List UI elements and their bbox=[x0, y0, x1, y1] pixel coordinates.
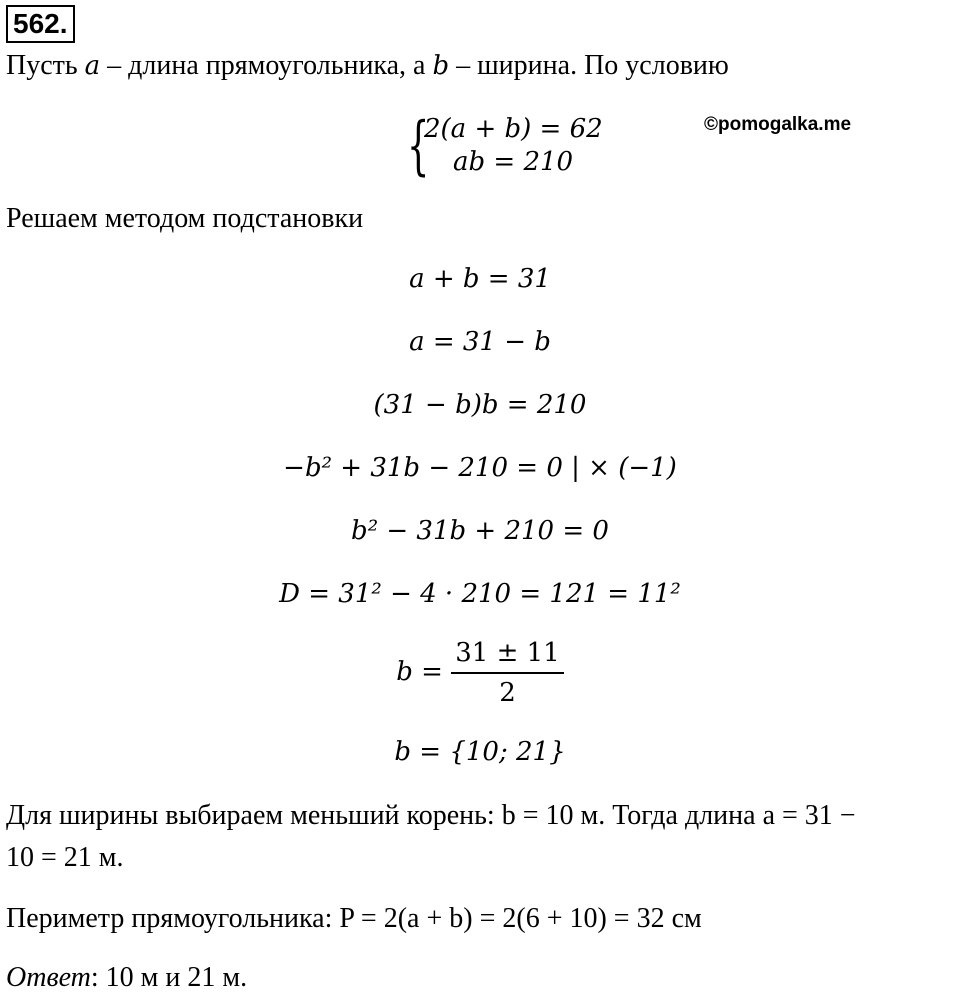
step-4: −b² + 31b − 210 = 0 | × (−1) bbox=[283, 453, 677, 483]
fraction-equation bbox=[0, 638, 960, 708]
watermark: ©pomogalka.me bbox=[704, 114, 852, 135]
step-6: D = 31² − 4 · 210 = 121 = 11² bbox=[279, 579, 681, 609]
system-equation-1: 2(a + b) = 62 bbox=[424, 114, 603, 144]
intro-part-2: – длина прямоугольника, а bbox=[100, 50, 433, 81]
intro-part-3: – ширина. По условию bbox=[449, 50, 729, 81]
fraction bbox=[451, 638, 563, 708]
fraction-numerator: 31 ± 11 bbox=[451, 638, 563, 674]
problem-number: 562. bbox=[6, 5, 75, 43]
intro-part-1: Пусть bbox=[6, 50, 85, 81]
system-brace: { bbox=[407, 109, 430, 183]
fraction-denominator: 2 bbox=[499, 678, 516, 708]
fraction-lhs: b = bbox=[396, 657, 443, 687]
answer-text: : 10 м и 21 м. bbox=[90, 962, 248, 993]
answer-line bbox=[6, 962, 247, 994]
roots: b = {10; 21} bbox=[394, 737, 566, 767]
intro-text bbox=[6, 50, 729, 82]
answer-label: Ответ bbox=[6, 962, 91, 993]
intro-var-a: a bbox=[84, 51, 101, 81]
perimeter-line: Периметр прямоугольника: P = 2(a + b) = 2(6 + 10) = 32 см bbox=[6, 903, 702, 934]
method-text: Решаем методом подстановки bbox=[6, 203, 364, 234]
choice-line-2: 10 = 21 м. bbox=[6, 842, 124, 873]
step-3: (31 − b)b = 210 bbox=[373, 390, 587, 420]
choice-line-1: Для ширины выбираем меньший корень: b = 10 м. Тогда длина a = 31 − bbox=[6, 800, 856, 831]
step-5: b² − 31b + 210 = 0 bbox=[351, 516, 609, 546]
intro-var-b: b bbox=[432, 51, 450, 81]
step-1: a + b = 31 bbox=[409, 264, 551, 294]
system-equation-2: ab = 210 bbox=[453, 147, 574, 177]
step-2: a = 31 − b bbox=[409, 327, 551, 357]
